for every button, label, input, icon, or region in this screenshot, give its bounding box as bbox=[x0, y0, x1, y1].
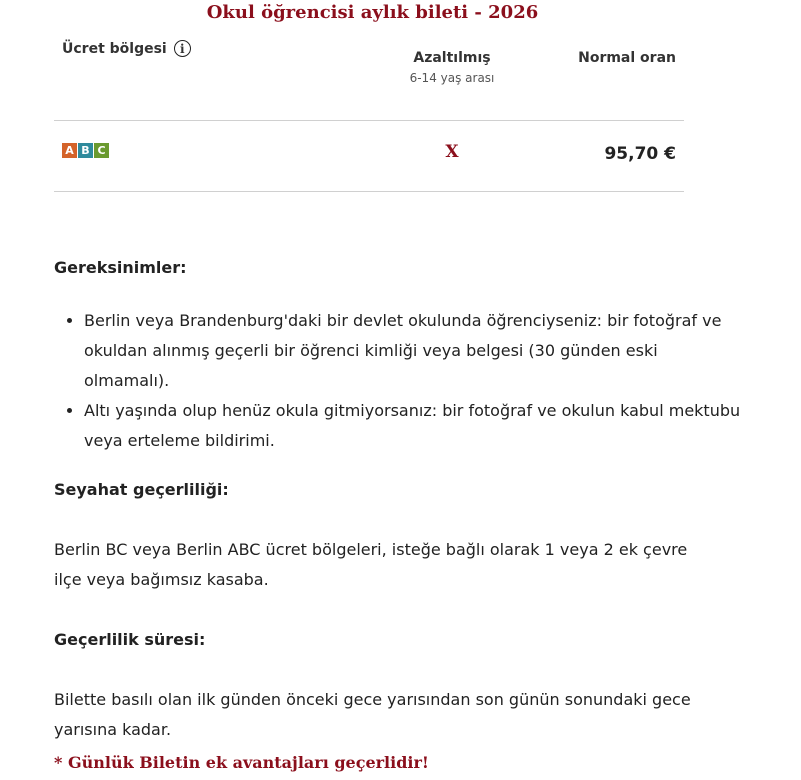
requirements-heading: Gereksinimler: bbox=[54, 258, 187, 277]
normal-price: 95,70 € bbox=[604, 144, 676, 164]
zone-header-label: Ücret bölgesi bbox=[62, 40, 167, 57]
validity-period-heading: Geçerlilik süresi: bbox=[54, 630, 206, 649]
page-title: Okul öğrencisi aylık bileti - 2026 bbox=[206, 2, 539, 23]
travel-validity-text: Berlin BC veya Berlin ABC ücret bölgeleri, isteğe bağlı olarak 1 veya 2 ek çevre ilçe veya bağımsız kasaba. bbox=[54, 540, 688, 589]
fare-table-header bbox=[54, 40, 684, 121]
reduced-header-label: Azaltılmış bbox=[413, 50, 491, 66]
reduced-column-header bbox=[394, 50, 510, 85]
normal-column-header: Normal oran bbox=[578, 50, 676, 66]
list-item: • Berlin veya Brandenburg'daki bir devlet okulunda öğrenciyseniz: bir fotoğraf ve okuldan alınmış geçerli bir öğrenci kimliği veya belgesi (30 günden eski olmamalı). bbox=[84, 306, 744, 396]
fare-table-row bbox=[54, 121, 684, 192]
zone-column-header bbox=[62, 40, 191, 57]
validity-period-text: Bilette basılı olan ilk günden önceki gece yarısından son günün sonundaki gece yarısına kadar. bbox=[54, 690, 691, 739]
reduced-age-range: 6-14 yaş arası bbox=[409, 71, 495, 85]
zone-badge-a: A bbox=[62, 143, 77, 158]
requirements-list bbox=[54, 306, 744, 456]
list-item: • Altı yaşında olup henüz okula gitmiyorsanız: bir fotoğraf ve okulun kabul mektubu veya erteleme bildirimi. bbox=[84, 396, 744, 456]
fare-table bbox=[54, 40, 684, 192]
zone-badges bbox=[62, 143, 109, 158]
travel-validity-heading: Seyahat geçerliliği: bbox=[54, 480, 229, 499]
info-icon[interactable]: i bbox=[174, 40, 191, 57]
zone-badge-b: B bbox=[78, 143, 93, 158]
zone-badge-c: C bbox=[94, 143, 109, 158]
footer-note: * Günlük Biletin ek avantajları geçerlidir! bbox=[54, 753, 429, 772]
reduced-price-unavailable: X bbox=[445, 142, 459, 162]
